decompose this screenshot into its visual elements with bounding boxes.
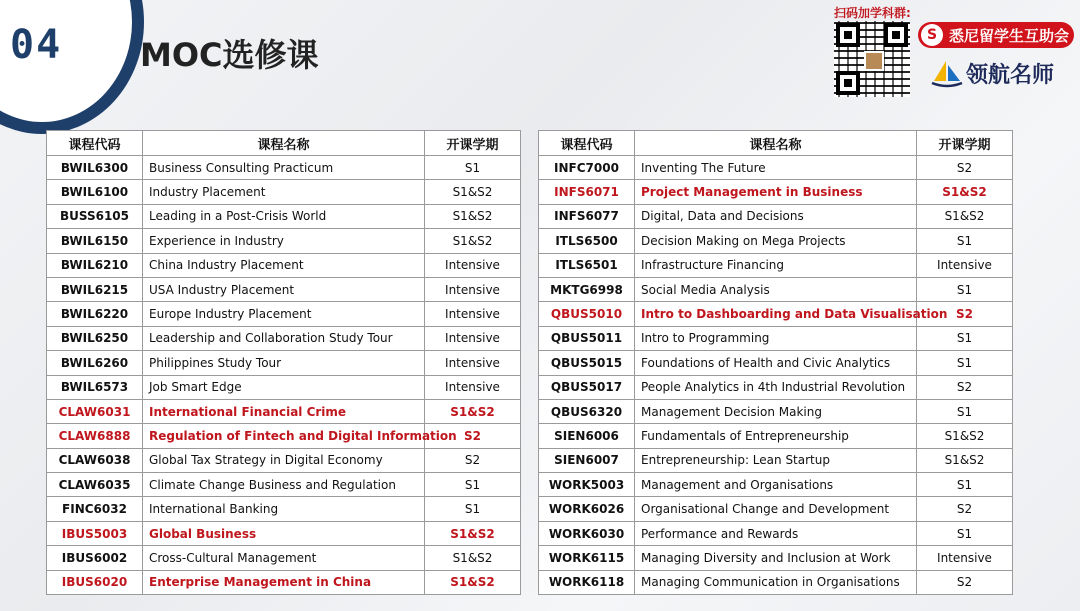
course-code-cell: QBUS5011 [539, 326, 635, 350]
table-row [47, 399, 521, 423]
course-name-cell: Management and Organisations [635, 473, 917, 497]
course-name-cell: Intro to Dashboarding and Data Visualisation [635, 302, 917, 326]
table-row [47, 180, 521, 204]
course-term-cell: S2 [917, 375, 1013, 399]
course-term-cell: S1&S2 [425, 546, 521, 570]
header-course-name: 课程名称 [635, 131, 917, 156]
course-name-cell: Inventing The Future [635, 156, 917, 180]
sailboat-icon [930, 59, 964, 89]
course-code-cell: BWIL6250 [47, 326, 143, 350]
table-row [539, 399, 1013, 423]
course-code-cell: BWIL6573 [47, 375, 143, 399]
page-title: MOC选修课 [140, 36, 319, 74]
course-name-cell: Enterprise Management in China [143, 570, 425, 594]
course-code-cell: INFC7000 [539, 156, 635, 180]
course-term-cell: Intensive [425, 253, 521, 277]
course-code-cell: WORK5003 [539, 473, 635, 497]
table-row [539, 473, 1013, 497]
table-row [539, 204, 1013, 228]
course-term-cell: S2 [917, 497, 1013, 521]
course-name-cell: International Financial Crime [143, 399, 425, 423]
course-name-cell: Managing Diversity and Inclusion at Work [635, 546, 917, 570]
course-code-cell: ITLS6501 [539, 253, 635, 277]
table-row [539, 253, 1013, 277]
course-code-cell: WORK6115 [539, 546, 635, 570]
course-term-cell: Intensive [425, 302, 521, 326]
course-name-cell: Project Management in Business [635, 180, 917, 204]
header-course-code: 课程代码 [539, 131, 635, 156]
table-row [47, 570, 521, 594]
section-number: 04 [10, 22, 63, 68]
header-course-code: 课程代码 [47, 131, 143, 156]
course-name-cell: Management Decision Making [635, 399, 917, 423]
header-term: 开课学期 [425, 131, 521, 156]
table-row [47, 351, 521, 375]
course-name-cell: Industry Placement [143, 180, 425, 204]
course-code-cell: QBUS5017 [539, 375, 635, 399]
table-row [539, 521, 1013, 545]
course-code-cell: BWIL6215 [47, 277, 143, 301]
course-term-cell: S1&S2 [425, 229, 521, 253]
course-name-cell: Global Business [143, 521, 425, 545]
course-term-cell: S1 [917, 473, 1013, 497]
table-row [47, 375, 521, 399]
course-name-cell: Regulation of Fintech and Digital Information [143, 424, 425, 448]
table-row [539, 156, 1013, 180]
course-term-cell: S1&S2 [425, 521, 521, 545]
course-term-cell: S1 [917, 229, 1013, 253]
table-row [539, 277, 1013, 301]
course-code-cell: BWIL6100 [47, 180, 143, 204]
course-name-cell: Foundations of Health and Civic Analytics [635, 351, 917, 375]
table-row [47, 546, 521, 570]
table-row [47, 253, 521, 277]
course-name-cell: Leading in a Post-Crisis World [143, 204, 425, 228]
table-row [539, 326, 1013, 350]
course-term-cell: S1 [425, 497, 521, 521]
course-name-cell: Decision Making on Mega Projects [635, 229, 917, 253]
course-code-cell: INFS6077 [539, 204, 635, 228]
course-term-cell: S1&S2 [917, 448, 1013, 472]
course-code-cell: QBUS5015 [539, 351, 635, 375]
header-course-name: 课程名称 [143, 131, 425, 156]
course-code-cell: CLAW6038 [47, 448, 143, 472]
course-term-cell: S1&S2 [425, 399, 521, 423]
course-name-cell: Managing Communication in Organisations [635, 570, 917, 594]
course-term-cell: S1&S2 [425, 180, 521, 204]
course-term-cell: S1 [425, 473, 521, 497]
table-row [539, 546, 1013, 570]
table-row [539, 229, 1013, 253]
course-name-cell: Climate Change Business and Regulation [143, 473, 425, 497]
association-emblem-icon: S [921, 24, 943, 46]
course-code-cell: FINC6032 [47, 497, 143, 521]
table-row [539, 302, 1013, 326]
course-term-cell: S1&S2 [917, 180, 1013, 204]
course-term-cell: Intensive [425, 351, 521, 375]
course-name-cell: China Industry Placement [143, 253, 425, 277]
course-name-cell: Job Smart Edge [143, 375, 425, 399]
course-term-cell: Intensive [917, 253, 1013, 277]
table-row [47, 204, 521, 228]
qr-code-icon [834, 21, 910, 97]
table-row [47, 277, 521, 301]
course-term-cell: S1&S2 [425, 570, 521, 594]
course-code-cell: IBUS6002 [47, 546, 143, 570]
table-row [47, 156, 521, 180]
course-code-cell: ITLS6500 [539, 229, 635, 253]
table-header-row [539, 131, 1013, 156]
left-course-table [46, 130, 521, 595]
course-code-cell: BWIL6220 [47, 302, 143, 326]
course-code-cell: IBUS6020 [47, 570, 143, 594]
association-logo [918, 22, 1074, 48]
table-row [539, 351, 1013, 375]
course-name-cell: Intro to Programming [635, 326, 917, 350]
course-term-cell: S1&S2 [917, 424, 1013, 448]
course-name-cell: Europe Industry Placement [143, 302, 425, 326]
table-row [47, 497, 521, 521]
course-name-cell: Digital, Data and Decisions [635, 204, 917, 228]
course-code-cell: MKTG6998 [539, 277, 635, 301]
course-name-cell: Leadership and Collaboration Study Tour [143, 326, 425, 350]
course-term-cell: S1 [917, 277, 1013, 301]
course-name-cell: Experience in Industry [143, 229, 425, 253]
course-name-cell: Business Consulting Practicum [143, 156, 425, 180]
course-term-cell: Intensive [425, 375, 521, 399]
table-row [539, 448, 1013, 472]
course-code-cell: QBUS5010 [539, 302, 635, 326]
course-term-cell: S2 [917, 302, 1013, 326]
course-term-cell: Intensive [917, 546, 1013, 570]
course-code-cell: WORK6026 [539, 497, 635, 521]
association-logo-text: 悉尼留学生互助会 [949, 26, 1070, 45]
course-code-cell: QBUS6320 [539, 399, 635, 423]
course-term-cell: Intensive [425, 326, 521, 350]
table-row [539, 180, 1013, 204]
course-name-cell: Infrastructure Financing [635, 253, 917, 277]
qr-label: 扫码加学科群: [834, 6, 911, 20]
course-term-cell: S1&S2 [425, 204, 521, 228]
table-row [47, 473, 521, 497]
course-code-cell: INFS6071 [539, 180, 635, 204]
course-name-cell: International Banking [143, 497, 425, 521]
course-term-cell: S2 [917, 156, 1013, 180]
course-term-cell: S1&S2 [917, 204, 1013, 228]
course-name-cell: Global Tax Strategy in Digital Economy [143, 448, 425, 472]
course-term-cell: Intensive [425, 277, 521, 301]
table-row [539, 375, 1013, 399]
course-term-cell: S2 [917, 570, 1013, 594]
header-term: 开课学期 [917, 131, 1013, 156]
course-term-cell: S1 [917, 326, 1013, 350]
course-code-cell: BWIL6260 [47, 351, 143, 375]
table-row [539, 570, 1013, 594]
course-name-cell: Performance and Rewards [635, 521, 917, 545]
course-code-cell: SIEN6006 [539, 424, 635, 448]
course-code-cell: BWIL6210 [47, 253, 143, 277]
course-code-cell: BUSS6105 [47, 204, 143, 228]
course-name-cell: Philippines Study Tour [143, 351, 425, 375]
table-row [47, 448, 521, 472]
course-name-cell: People Analytics in 4th Industrial Revolution [635, 375, 917, 399]
course-code-cell: WORK6030 [539, 521, 635, 545]
table-row [47, 326, 521, 350]
course-term-cell: S2 [425, 424, 521, 448]
right-course-table [538, 130, 1013, 595]
course-term-cell: S1 [425, 156, 521, 180]
table-row [539, 424, 1013, 448]
table-header-row [47, 131, 521, 156]
course-code-cell: CLAW6031 [47, 399, 143, 423]
course-code-cell: BWIL6300 [47, 156, 143, 180]
course-name-cell: Cross-Cultural Management [143, 546, 425, 570]
course-name-cell: Entrepreneurship: Lean Startup [635, 448, 917, 472]
table-row [539, 497, 1013, 521]
course-term-cell: S1 [917, 351, 1013, 375]
course-code-cell: BWIL6150 [47, 229, 143, 253]
course-code-cell: CLAW6035 [47, 473, 143, 497]
course-term-cell: S2 [425, 448, 521, 472]
course-code-cell: IBUS5003 [47, 521, 143, 545]
table-row [47, 521, 521, 545]
course-name-cell: Organisational Change and Development [635, 497, 917, 521]
course-name-cell: USA Industry Placement [143, 277, 425, 301]
course-code-cell: SIEN6007 [539, 448, 635, 472]
table-row [47, 229, 521, 253]
course-name-cell: Social Media Analysis [635, 277, 917, 301]
course-term-cell: S1 [917, 399, 1013, 423]
course-code-cell: CLAW6888 [47, 424, 143, 448]
course-name-cell: Fundamentals of Entrepreneurship [635, 424, 917, 448]
tutor-logo [930, 58, 1054, 89]
table-row [47, 424, 521, 448]
table-row [47, 302, 521, 326]
course-term-cell: S1 [917, 521, 1013, 545]
course-code-cell: WORK6118 [539, 570, 635, 594]
tutor-logo-text: 领航名师 [966, 63, 1055, 88]
